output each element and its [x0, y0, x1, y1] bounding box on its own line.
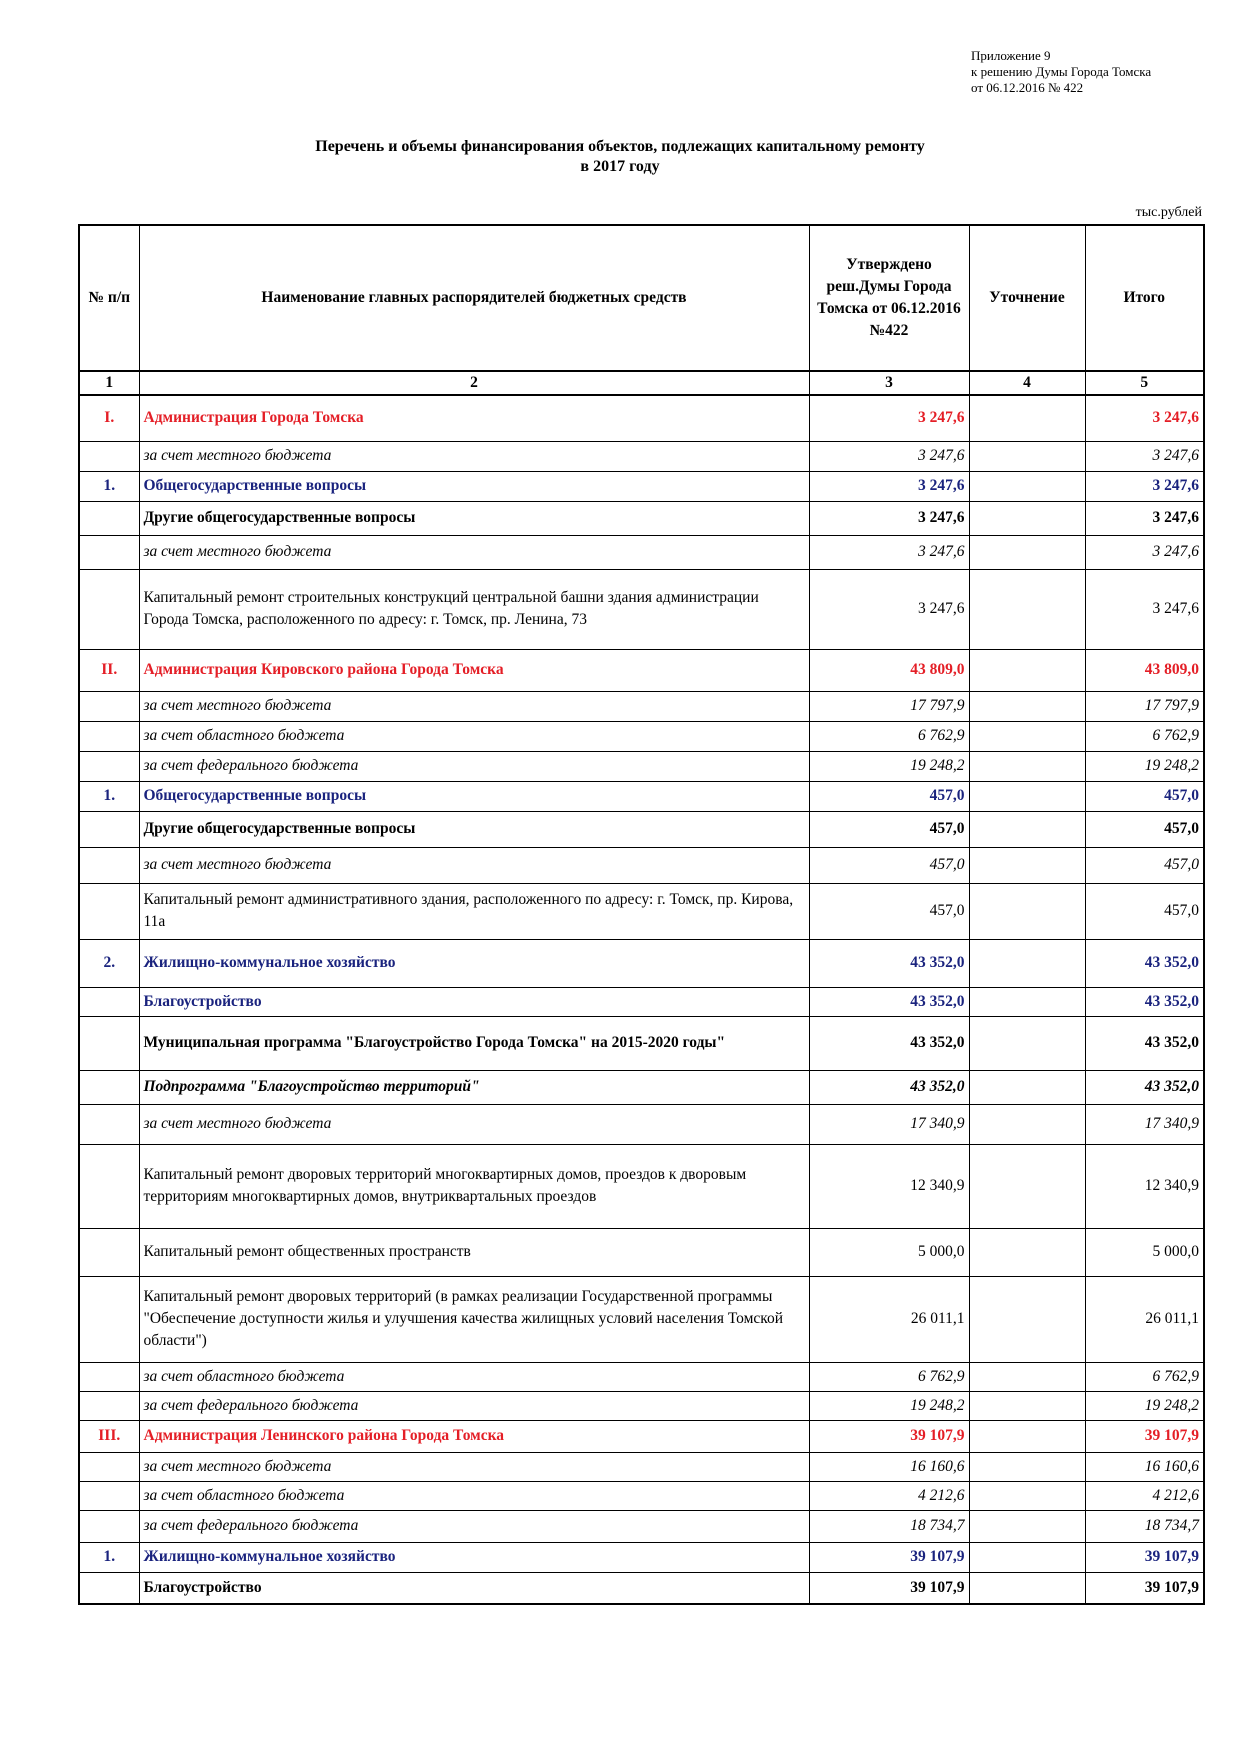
row-total: 5 000,0 — [1085, 1228, 1204, 1276]
row-number — [79, 1452, 139, 1481]
table-row — [79, 939, 1204, 987]
row-change — [969, 1104, 1085, 1144]
header-approved: Утверждено реш.Думы Города Томска от 06.12.2016 №422 — [809, 225, 969, 371]
row-change — [969, 751, 1085, 781]
row-name: Общегосударственные вопросы — [139, 781, 809, 811]
column-number-2: 2 — [139, 371, 809, 395]
row-name: Капитальный ремонт общественных пространств — [139, 1228, 809, 1276]
row-number: 1. — [79, 781, 139, 811]
appendix-line-1: Приложение 9 — [971, 48, 1051, 63]
row-name: за счет местного бюджета — [139, 691, 809, 721]
row-name: за счет местного бюджета — [139, 1104, 809, 1144]
table-row — [79, 1144, 1204, 1228]
row-name: Подпрограмма "Благоустройство территорий" — [139, 1070, 809, 1104]
table-row — [79, 535, 1204, 569]
row-total: 457,0 — [1085, 781, 1204, 811]
row-total: 43 352,0 — [1085, 987, 1204, 1016]
row-change — [969, 1276, 1085, 1362]
table-row — [79, 1228, 1204, 1276]
table-row — [79, 569, 1204, 649]
table-row — [79, 751, 1204, 781]
row-change — [969, 501, 1085, 535]
row-change — [969, 1420, 1085, 1452]
row-change — [969, 1452, 1085, 1481]
row-name: Администрация Города Томска — [139, 395, 809, 441]
table-row — [79, 1481, 1204, 1510]
row-approved: 43 352,0 — [809, 939, 969, 987]
row-total: 17 340,9 — [1085, 1104, 1204, 1144]
row-total: 18 734,7 — [1085, 1510, 1204, 1542]
table-row — [79, 395, 1204, 441]
row-number — [79, 1362, 139, 1391]
row-number: III. — [79, 1420, 139, 1452]
header-change: Уточнение — [969, 225, 1085, 371]
header-name: Наименование главных распорядителей бюджетных средств — [139, 225, 809, 371]
table-row — [79, 781, 1204, 811]
row-number: I. — [79, 395, 139, 441]
row-total: 39 107,9 — [1085, 1542, 1204, 1572]
row-total: 457,0 — [1085, 811, 1204, 847]
row-approved: 3 247,6 — [809, 395, 969, 441]
row-approved: 43 352,0 — [809, 1070, 969, 1104]
row-approved: 26 011,1 — [809, 1276, 969, 1362]
row-name: Жилищно-коммунальное хозяйство — [139, 1542, 809, 1572]
unit-label: тыс.рублей — [1135, 205, 1202, 220]
row-total: 3 247,6 — [1085, 569, 1204, 649]
row-name: Администрация Кировского района Города Томска — [139, 649, 809, 691]
row-change — [969, 1391, 1085, 1420]
appendix-line-2: к решению Думы Города Томска — [971, 64, 1152, 79]
row-name: за счет местного бюджета — [139, 1452, 809, 1481]
row-approved: 16 160,6 — [809, 1452, 969, 1481]
column-number-4: 4 — [969, 371, 1085, 395]
table-row — [79, 471, 1204, 501]
row-number — [79, 569, 139, 649]
row-approved: 3 247,6 — [809, 441, 969, 471]
row-approved: 4 212,6 — [809, 1481, 969, 1510]
table-row — [79, 1276, 1204, 1362]
row-total: 43 352,0 — [1085, 1070, 1204, 1104]
row-approved: 457,0 — [809, 781, 969, 811]
row-total: 12 340,9 — [1085, 1144, 1204, 1228]
row-total: 3 247,6 — [1085, 441, 1204, 471]
row-number — [79, 987, 139, 1016]
row-change — [969, 847, 1085, 883]
document-title — [100, 137, 1140, 177]
row-number: 1. — [79, 1542, 139, 1572]
row-total: 4 212,6 — [1085, 1481, 1204, 1510]
row-change — [969, 649, 1085, 691]
row-approved: 17 340,9 — [809, 1104, 969, 1144]
row-approved: 457,0 — [809, 811, 969, 847]
row-change — [969, 883, 1085, 939]
row-name: за счет федерального бюджета — [139, 751, 809, 781]
row-number — [79, 1070, 139, 1104]
row-total: 17 797,9 — [1085, 691, 1204, 721]
row-change — [969, 1362, 1085, 1391]
header-number: № п/п — [79, 225, 139, 371]
row-approved: 43 352,0 — [809, 1016, 969, 1070]
title-line-2: в 2017 году — [580, 158, 660, 175]
row-number — [79, 441, 139, 471]
row-name: Капитальный ремонт дворовых территорий многоквартирных домов, проездов к дворовым территориям многоквартирных домов, внутриквартальных проездов — [139, 1144, 809, 1228]
row-name: Капитальный ремонт строительных конструкций центральной башни здания администрации Города Томска, расположенного по адресу: г. Томск, пр. Ленина, 73 — [139, 569, 809, 649]
table-row — [79, 1510, 1204, 1542]
table-row — [79, 1104, 1204, 1144]
row-approved: 17 797,9 — [809, 691, 969, 721]
row-name: Капитальный ремонт административного здания, расположенного по адресу: г. Томск, пр. Кирова, 11а — [139, 883, 809, 939]
row-approved: 39 107,9 — [809, 1542, 969, 1572]
table-body — [79, 395, 1204, 1604]
row-change — [969, 1070, 1085, 1104]
row-number — [79, 501, 139, 535]
table-row — [79, 1452, 1204, 1481]
row-number — [79, 721, 139, 751]
row-approved: 19 248,2 — [809, 751, 969, 781]
table-row — [79, 883, 1204, 939]
row-total: 43 809,0 — [1085, 649, 1204, 691]
row-approved: 43 352,0 — [809, 987, 969, 1016]
row-total: 6 762,9 — [1085, 721, 1204, 751]
row-total: 39 107,9 — [1085, 1420, 1204, 1452]
row-approved: 39 107,9 — [809, 1572, 969, 1604]
row-change — [969, 1481, 1085, 1510]
table-row — [79, 987, 1204, 1016]
row-number — [79, 1572, 139, 1604]
row-change — [969, 535, 1085, 569]
row-change — [969, 1572, 1085, 1604]
row-approved: 3 247,6 — [809, 501, 969, 535]
table-row — [79, 1391, 1204, 1420]
row-number — [79, 691, 139, 721]
row-name: за счет областного бюджета — [139, 721, 809, 751]
table-row — [79, 847, 1204, 883]
row-total: 3 247,6 — [1085, 395, 1204, 441]
row-name: за счет областного бюджета — [139, 1362, 809, 1391]
row-name: Общегосударственные вопросы — [139, 471, 809, 501]
table-row — [79, 649, 1204, 691]
row-approved: 457,0 — [809, 883, 969, 939]
appendix-line-3: от 06.12.2016 № 422 — [971, 80, 1084, 95]
row-number — [79, 811, 139, 847]
table-row — [79, 441, 1204, 471]
row-change — [969, 1542, 1085, 1572]
row-total: 6 762,9 — [1085, 1362, 1204, 1391]
row-number: 2. — [79, 939, 139, 987]
row-total: 16 160,6 — [1085, 1452, 1204, 1481]
row-name: Муниципальная программа "Благоустройство Города Томска" на 2015-2020 годы" — [139, 1016, 809, 1070]
financing-table — [78, 224, 1205, 1605]
table-row — [79, 1016, 1204, 1070]
row-total: 19 248,2 — [1085, 1391, 1204, 1420]
row-approved: 6 762,9 — [809, 1362, 969, 1391]
row-total: 3 247,6 — [1085, 535, 1204, 569]
row-number — [79, 1016, 139, 1070]
row-approved: 457,0 — [809, 847, 969, 883]
table-row — [79, 501, 1204, 535]
row-total: 19 248,2 — [1085, 751, 1204, 781]
row-approved: 3 247,6 — [809, 471, 969, 501]
row-approved: 18 734,7 — [809, 1510, 969, 1542]
title-line-1: Перечень и объемы финансирования объектов, подлежащих капитальному ремонту — [315, 138, 925, 155]
row-approved: 39 107,9 — [809, 1420, 969, 1452]
row-change — [969, 471, 1085, 501]
row-total: 39 107,9 — [1085, 1572, 1204, 1604]
row-number — [79, 535, 139, 569]
row-number: II. — [79, 649, 139, 691]
row-total: 26 011,1 — [1085, 1276, 1204, 1362]
row-approved: 6 762,9 — [809, 721, 969, 751]
column-number-3: 3 — [809, 371, 969, 395]
row-number — [79, 1391, 139, 1420]
row-name: Благоустройство — [139, 1572, 809, 1604]
row-change — [969, 691, 1085, 721]
row-approved: 12 340,9 — [809, 1144, 969, 1228]
row-total: 43 352,0 — [1085, 1016, 1204, 1070]
row-change — [969, 811, 1085, 847]
row-total: 457,0 — [1085, 847, 1204, 883]
row-name: Другие общегосударственные вопросы — [139, 811, 809, 847]
table-row — [79, 1420, 1204, 1452]
row-number — [79, 883, 139, 939]
row-approved: 19 248,2 — [809, 1391, 969, 1420]
row-number — [79, 751, 139, 781]
header-total: Итого — [1085, 225, 1204, 371]
row-number — [79, 1228, 139, 1276]
row-approved: 5 000,0 — [809, 1228, 969, 1276]
row-number — [79, 1481, 139, 1510]
table-row — [79, 811, 1204, 847]
row-change — [969, 1510, 1085, 1542]
table-row — [79, 1572, 1204, 1604]
row-change — [969, 569, 1085, 649]
row-name: Благоустройство — [139, 987, 809, 1016]
row-change — [969, 1228, 1085, 1276]
row-name: Капитальный ремонт дворовых территорий (в рамках реализации Государственной программы "Обеспечение доступности жилья и улучшения качества жилищных условий населения Томской области") — [139, 1276, 809, 1362]
column-number-5: 5 — [1085, 371, 1204, 395]
row-approved: 43 809,0 — [809, 649, 969, 691]
row-number — [79, 1104, 139, 1144]
row-approved: 3 247,6 — [809, 569, 969, 649]
table-row — [79, 721, 1204, 751]
table-row — [79, 1542, 1204, 1572]
row-change — [969, 939, 1085, 987]
row-name: Другие общегосударственные вопросы — [139, 501, 809, 535]
row-number — [79, 1510, 139, 1542]
row-total: 3 247,6 — [1085, 471, 1204, 501]
row-change — [969, 1144, 1085, 1228]
row-change — [969, 1016, 1085, 1070]
row-change — [969, 781, 1085, 811]
row-name: за счет федерального бюджета — [139, 1391, 809, 1420]
row-name: за счет местного бюджета — [139, 441, 809, 471]
table-row — [79, 1362, 1204, 1391]
row-name: за счет местного бюджета — [139, 847, 809, 883]
row-change — [969, 395, 1085, 441]
column-number-1: 1 — [79, 371, 139, 395]
row-approved: 3 247,6 — [809, 535, 969, 569]
table-row — [79, 691, 1204, 721]
appendix-note — [971, 48, 1151, 96]
row-change — [969, 441, 1085, 471]
row-name: Администрация Ленинского района Города Томска — [139, 1420, 809, 1452]
row-name: за счет областного бюджета — [139, 1481, 809, 1510]
row-total: 457,0 — [1085, 883, 1204, 939]
row-name: за счет федерального бюджета — [139, 1510, 809, 1542]
row-total: 3 247,6 — [1085, 501, 1204, 535]
row-name: Жилищно-коммунальное хозяйство — [139, 939, 809, 987]
row-number — [79, 1144, 139, 1228]
row-change — [969, 987, 1085, 1016]
row-name: за счет местного бюджета — [139, 535, 809, 569]
table-row — [79, 1070, 1204, 1104]
row-total: 43 352,0 — [1085, 939, 1204, 987]
row-number: 1. — [79, 471, 139, 501]
row-change — [969, 721, 1085, 751]
row-number — [79, 1276, 139, 1362]
row-number — [79, 847, 139, 883]
